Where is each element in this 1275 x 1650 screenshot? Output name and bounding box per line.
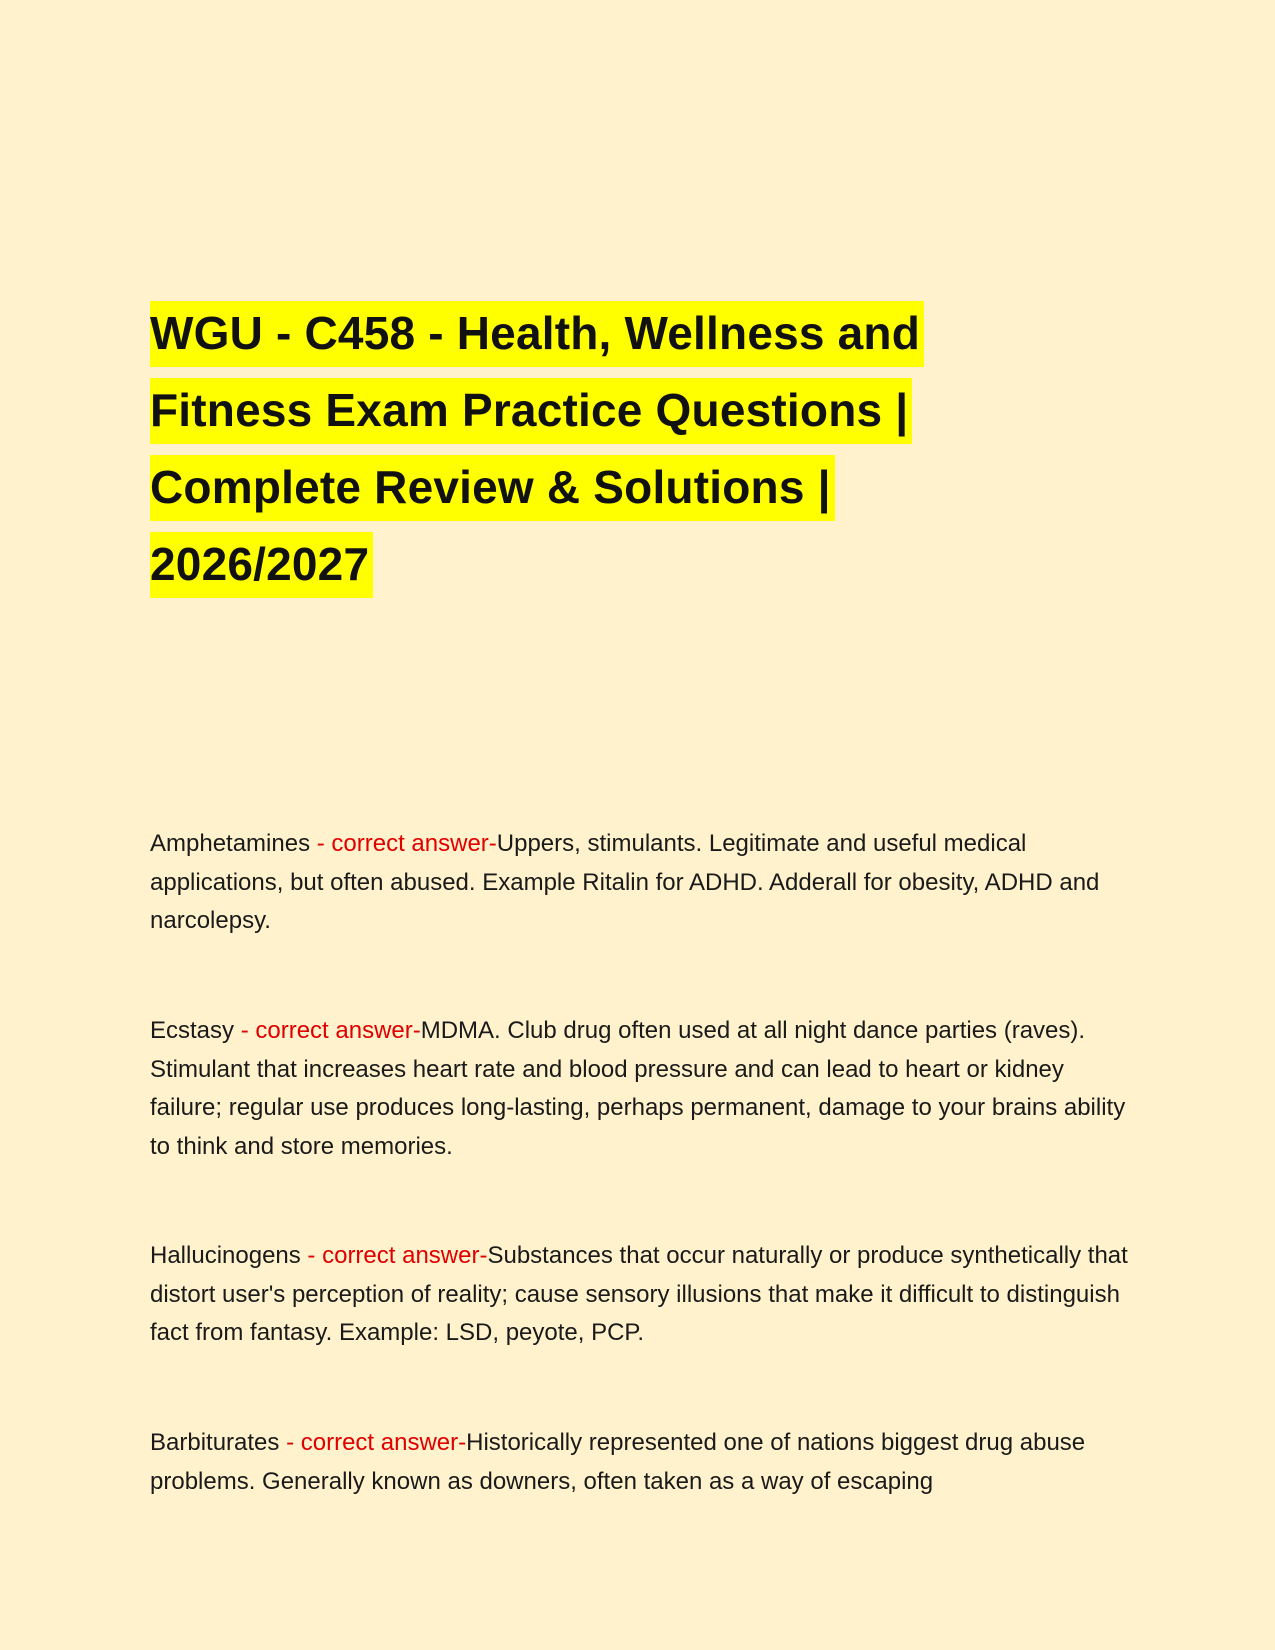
qa-entry-hallucinogens [150,1237,1130,1353]
qa-term: Barbiturates [150,1429,280,1456]
title-line-text: Fitness Exam Practice Questions | [150,378,912,444]
qa-entry-ecstasy [150,1012,1130,1166]
qa-entry-barbiturates [150,1424,1130,1501]
document-title [150,295,1050,603]
title-line [150,449,1050,526]
title-line [150,526,1050,603]
title-line [150,372,1050,449]
title-line-text: Complete Review & Solutions | [150,455,835,521]
qa-term: Hallucinogens [150,1242,301,1269]
qa-answer: Historically represented one of nations biggest drug abuse problems. Generally known as downers, often taken as a way of escaping [150,1429,1086,1495]
qa-term: Ecstasy [150,1017,235,1044]
qa-entry-amphetamines [150,825,1130,941]
correct-answer-marker: - correct answer- [279,1429,467,1456]
title-line [150,295,1050,372]
qa-answer: MDMA. Club drug often used at all night dance parties (raves). Stimulant that increases heart rate and blood pressure and can lead to heart or kidney failure; regular use produces long-lasting, perhaps permanent, damage to your brains ability to think and store memories. [150,1017,1126,1160]
correct-answer-marker: - correct answer- [234,1017,421,1044]
title-line-text: WGU - C458 - Health, Wellness and [150,301,924,367]
correct-answer-marker: - correct answer- [300,1242,488,1269]
title-line-text: 2026/2027 [150,532,373,598]
qa-term: Amphetamines [150,830,311,857]
qa-answer: Uppers, stimulants. Legitimate and useful medical applications, but often abused. Example Ritalin for ADHD. Adderall for obesity, ADHD and narcolepsy. [150,830,1100,934]
qa-answer: Substances that occur naturally or produce synthetically that distort user's perception of reality; cause sensory illusions that make it difficult to distinguish fact from fantasy. Example: LSD, peyote, PCP. [150,1242,1128,1346]
correct-answer-marker: - correct answer- [310,830,497,857]
